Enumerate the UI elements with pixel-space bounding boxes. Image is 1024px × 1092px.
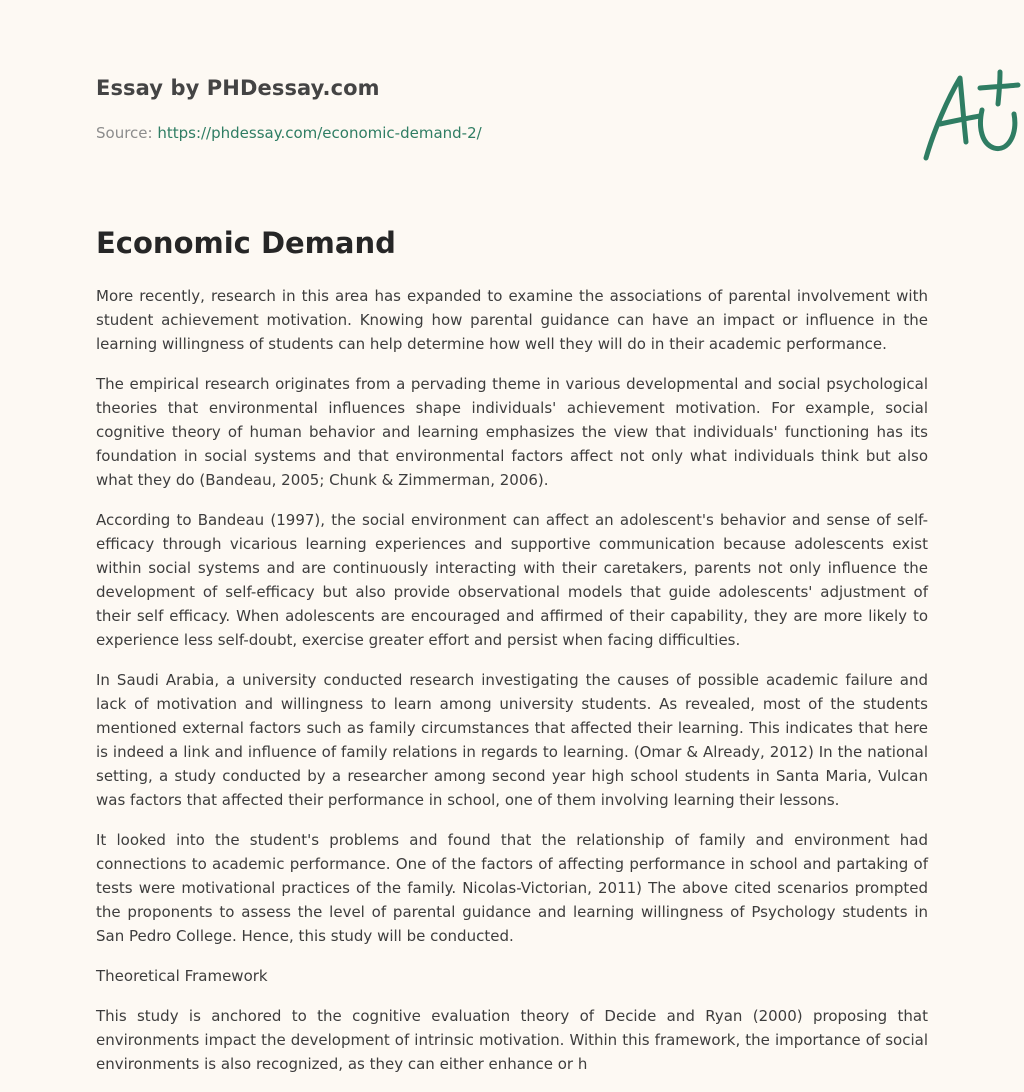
essay-title: Economic Demand (96, 226, 396, 260)
paragraph: It looked into the student's problems and found that the relationship of family and environment had connections to academic performance. One of the factors of affecting performance in school and partaking of tests were motivational practices of the family. Nicolas-Victorian, 2011) The above cited scenarios prompted the proponents to assess the level of parental guidance and learning willingness of Psychology students in San Pedro College. Hence, this study will be conducted. (96, 831, 928, 945)
section-heading: Theoretical Framework (96, 967, 268, 985)
essay-body (96, 284, 928, 1092)
paragraph: The empirical research originates from a pervading theme in various developmental and social psychological theories that environmental influences shape individuals' achievement motivation. For example, social cognitive theory of human behavior and learning emphasizes the view that individuals' functioning has its foundation in social systems and that environmental factors affect not only what individuals think but also what they do (Bandeau, 2005; Chunk & Zimmerman, 2006). (96, 375, 928, 489)
source-label: Source: (96, 124, 158, 142)
paragraph: This study is anchored to the cognitive evaluation theory of Decide and Ryan (2000) proposing that environments impact the development of intrinsic motivation. Within this framework, the importance of social environments is also recognized, as they can either enhance or h (96, 1007, 928, 1073)
paragraph: In Saudi Arabia, a university conducted research investigating the causes of possible academic failure and lack of motivation and willingness to learn among university students. As revealed, most of the students mentioned external factors such as family circumstances that affected their learning. This indicates that here is indeed a link and influence of family relations in regards to learning. (Omar & Already, 2012) In the national setting, a study conducted by a researcher among second year high school students in Santa Maria, Vulcan was factors that affected their performance in school, one of them involving learning their lessons. (96, 671, 928, 809)
source-line (96, 124, 482, 142)
paragraph: According to Bandeau (1997), the social environment can affect an adolescent's behavior and sense of self-efficacy through vicarious learning experiences and supportive communication because adolescents exist within social systems and are continuously interacting with their caretakers, parents not only influence the development of self-efficacy but also provide observational models that guide adolescents' adjustment of their self efficacy. When adolescents are encouraged and affirmed of their capability, they are more likely to experience less self-doubt, exercise greater effort and persist when facing difficulties. (96, 511, 928, 649)
a-plus-logo-icon (920, 68, 1024, 164)
site-title: Essay by PHDessay.com (96, 76, 380, 100)
paragraph: More recently, research in this area has expanded to examine the associations of parental involvement with student achievement motivation. Knowing how parental guidance can have an impact or influence in the learning willingness of students can help determine how well they will do in their academic performance. (96, 287, 928, 353)
source-link[interactable]: https://phdessay.com/economic-demand-2/ (157, 124, 482, 142)
